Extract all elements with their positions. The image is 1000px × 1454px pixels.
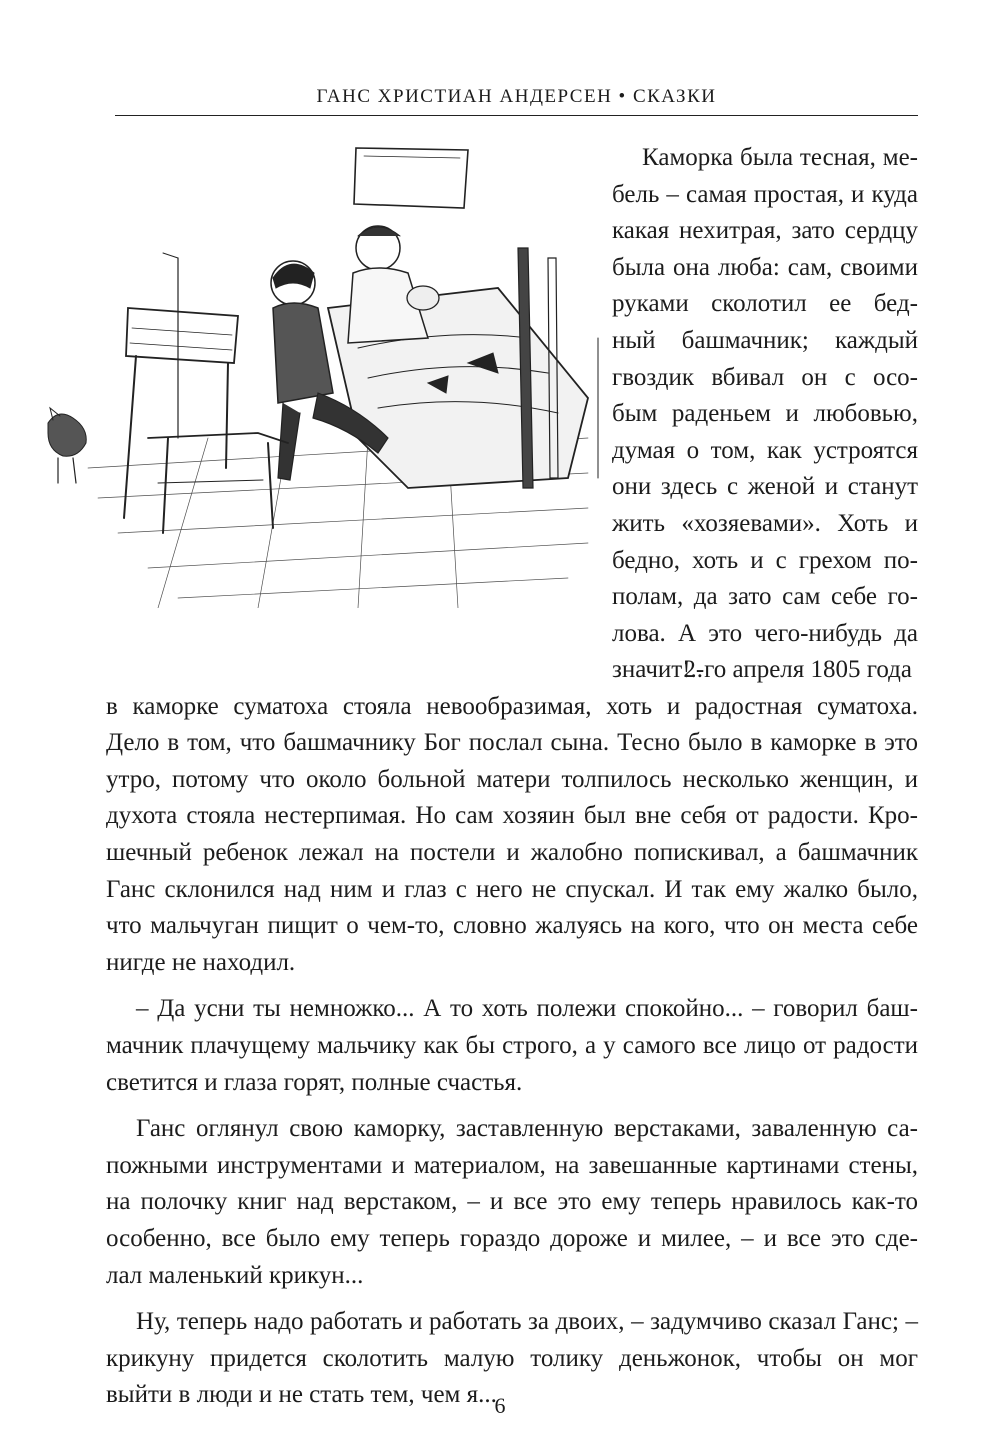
text-line: нигде не находил. [106, 948, 296, 976]
text-line: значит!.. [612, 656, 704, 684]
text-line: лова. А это чего-нибудь да [612, 619, 918, 647]
text-line: бель – самая простая, и куда [612, 180, 918, 208]
text-line: крикуну придется сколотить малую толику деньжонок, чтобы он мог [106, 1344, 918, 1372]
text-line: они здесь с женой и станут [612, 473, 918, 501]
text-line: думая о том, как устроятся [612, 436, 918, 464]
text-line: ный башмачник; каждый [612, 326, 918, 354]
text-line: жить «хозяевами». Хоть и [612, 509, 918, 537]
text-line: была она люба: сам, своими [612, 253, 918, 281]
paragraph-birth [106, 689, 918, 982]
paragraph-lullaby [106, 991, 918, 1101]
running-head: ГАНС ХРИСТИАН АНДЕРСЕН • СКАЗКИ [115, 86, 918, 116]
text-line: – Да усни ты немножко... А то хоть полежи спокойно... – говорил баш- [136, 995, 918, 1023]
side-text-column [612, 140, 918, 689]
text-line: в каморке суматоха стояла невообразимая, хоть и радостная суматоха. [106, 692, 918, 720]
text-line: на полочку книг над верстаком, – и все это ему теперь нравилось как-то [106, 1188, 918, 1216]
text-line: руками сколотил ее бед- [612, 290, 918, 318]
text-line: лал маленький крикун... [106, 1261, 364, 1289]
text-line: пожными инструментами и материалом, на завешанные картинами стены, [106, 1151, 918, 1179]
text-line: бедно, хоть и с грехом по- [612, 546, 918, 574]
text-line: Дело в том, что башмачнику Бог послал сына. Тесно было в каморке в это [106, 729, 918, 757]
text-line: полам, да зато сам себе го- [612, 583, 918, 611]
main-text-column [106, 652, 918, 1414]
text-line: бым раденьем и любовью, [612, 400, 918, 428]
illustration-shoemaker-room [28, 138, 608, 608]
paragraph-room-look [106, 1111, 918, 1294]
text-line: что мальчуган пищит о чем-то, словно жалуясь на кого, что он места себе [106, 912, 918, 940]
text-line: шечный ребенок лежал на постели и жалобно попискивал, а башмачник [106, 838, 918, 866]
text-line: гвоздик вбивал он с осо- [612, 363, 918, 391]
text-line: Ганс оглянул свою каморку, заставленную верстаками, заваленную са- [136, 1115, 918, 1143]
text-line: какая нехитрая, зато сердцу [612, 217, 918, 245]
text-line: выйти в люди и не стать тем, чем я... [106, 1381, 497, 1409]
date-line-paragraph [106, 652, 918, 689]
date-line: 2-го апреля 1805 года [683, 656, 912, 683]
text-line: мачник плачущему мальчику как бы строго, а у самого все лицо от радости [106, 1031, 918, 1059]
text-line: особенно, все было ему теперь гораздо дороже и милее, – и все это сде- [106, 1224, 918, 1252]
text-line: Ну, теперь надо работать и работать за двоих, – задумчиво сказал Ганс; – [136, 1308, 918, 1336]
page-number: 6 [494, 1393, 506, 1418]
text-line: светится и глаза горят, полные счастья. [106, 1068, 523, 1096]
text-line: утро, потому что около больной матери толпилось несколько женщин, и [106, 765, 918, 793]
text-line: Каморка была тесная, ме- [642, 144, 918, 171]
text-line: Ганс склонился над ним и глаз с него не спускал. И так ему жалко было, [106, 875, 918, 903]
text-line: духота стояла нестерпимая. Но сам хозяин был вне себя от радости. Кро- [106, 802, 918, 830]
paragraph-room [612, 140, 918, 689]
